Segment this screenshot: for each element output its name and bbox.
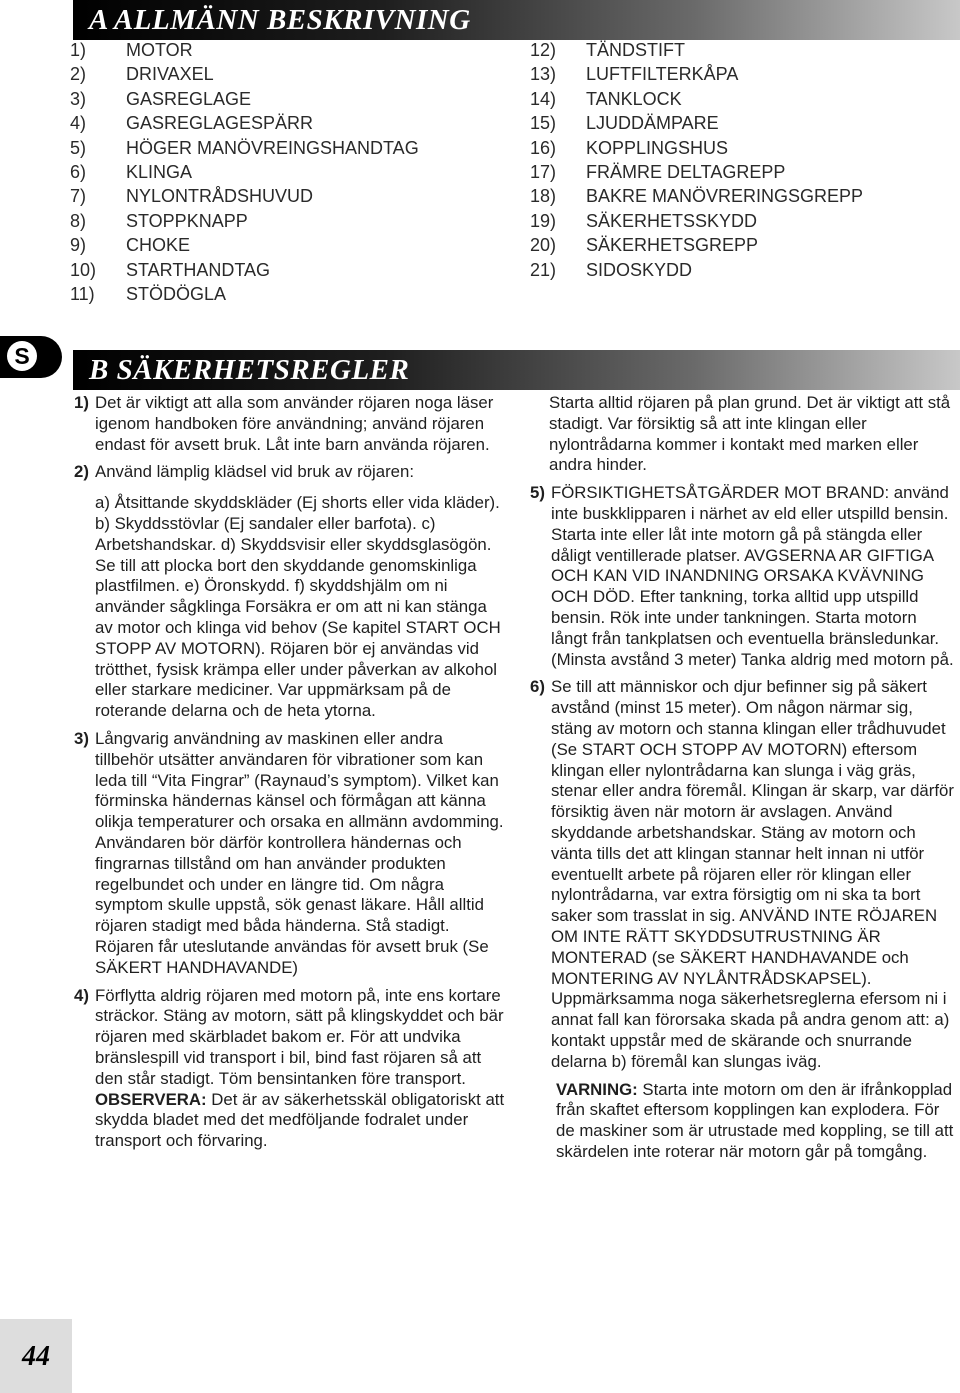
part-label: GASREGLAGESPÄRR	[126, 113, 314, 134]
warning-label: VARNING:	[556, 1079, 638, 1099]
part-list-item	[70, 209, 419, 233]
part-number: 3)	[70, 88, 87, 109]
part-label: TANKLOCK	[586, 88, 682, 109]
part-number: 16)	[530, 137, 557, 158]
part-label: STARTHANDTAG	[126, 259, 271, 280]
part-number: 12)	[530, 40, 557, 60]
rule-6	[530, 677, 956, 1072]
part-label: SÄKERHETSSKYDD	[586, 210, 758, 231]
part-label: TÄNDSTIFT	[586, 40, 685, 60]
part-list-item	[530, 111, 863, 135]
rule-number: 5)	[530, 483, 545, 503]
part-label: STÖDÖGLA	[126, 283, 227, 304]
rule-4	[74, 986, 506, 1152]
part-number: 2)	[70, 64, 87, 85]
page-number-box	[0, 1319, 72, 1393]
rule-body: a) Åtsittande skyddskläder (Ej shorts eller vida kläder). b) Skyddsstövlar (Ej sandaler eller barfota). c) Arbetshandskar. d) Skyddsvisir eller skyddsglasögön. Se till att plocka bort den skyddande genomskinliga plastfilmen. e) Öronskydd. f) skyddshjälm om ni använder sågklinga Forsäkra er om att ni kan stänga av motor och klinga vid behov (Se kapitel START OCH STOPP AV MOTORN). Röjaren bör ej användas vid trötthet, fysisk krämpa eller under påverkan av alkohol eller starkare mediciner. Var uppmärksam på de roterande delarna och de heta ytorna.	[95, 493, 501, 721]
part-number: 15)	[530, 113, 557, 134]
part-label: SIDOSKYDD	[586, 259, 693, 280]
right-intro-paragraph: Starta alltid röjaren på plan grund. Det är viktigt att stå stadigt. Var försiktig så att inte klingan eller nylontrådarna kommer i kontakt med marken eller andra hinder.	[549, 393, 951, 475]
part-label: SÄKERHETSGREPP	[586, 235, 759, 256]
part-list-item	[530, 258, 863, 282]
part-label: CHOKE	[126, 235, 191, 256]
rule-text: Förflytta aldrig röjaren med motorn på, inte ens kortare sträckor. Stäng av motorn, sätt på klingskyddet och bär röjaren med skärbladet bakom er. För att undvika bränslespill vid transport i bil, bind fast röjaren så att den står stadigt. Töm bensintanken före transport.	[95, 985, 504, 1088]
part-number: 13)	[530, 64, 557, 85]
section-a-title: A ALLMÄNN BESKRIVNING	[89, 4, 471, 36]
part-label: LJUDDÄMPARE	[586, 113, 719, 134]
rule-2	[74, 462, 506, 722]
part-list-item	[530, 184, 863, 208]
rule-text: FÖRSIKTIGHETSÅTGÄRDER MOT BRAND: använd inte buskklipparen i närhet av eld eller utspilld bensin. Starta inte eller låt inte motorn gå på stängda eller dåligt ventillerade platser. AVGSERNA AR GIFTIGA OCH KAN VID INANDNING ORSAKA KVÄVNING OCH DÖD. Efter tankning, torka alltid upp utspilld bensin. Rök inte under tankningen. Starta motorn långt från tankplatsen och eventuella bränsledunkar. (Minsta avstånd 3 meter) Tanka aldrig med motorn på.	[551, 483, 954, 669]
part-number: 11)	[70, 283, 95, 304]
part-list-item	[70, 233, 419, 257]
part-number: 7)	[70, 186, 87, 207]
part-number: 10)	[70, 259, 97, 280]
part-number: 4)	[70, 113, 87, 134]
section-b-header	[73, 350, 960, 390]
observera-text: Det är av säkerhetsskäl obligatoriskt att skydda bladet med det medföljande fodralet under transport och förvaring.	[95, 1089, 505, 1151]
observera-label: OBSERVERA:	[95, 1089, 207, 1109]
part-label: KLINGA	[126, 161, 193, 182]
section-b-title: B SÄKERHETSREGLER	[89, 354, 410, 386]
language-tab	[0, 336, 62, 378]
part-label: MOTOR	[126, 40, 193, 60]
rule-text: Långvarig användning av maskinen eller andra tillbehör utsätter användaren för vibrationer som kan leda till “Vita Fingrar” (Raynaud’s symptom). Vilket kan förminska händernas känsel och förmågan att känna olikja temperaturer och orsaka en allmänn avdomming. Användaren bör därför kontrollera händernas och fingrarnas tillstånd om han använder produkten regelbundet och under en längre tid. Om några symptom skulle uppstå, sök genast läkare. Håll alltid röjaren stadigt med båda händerna. Stå stadigt. Röjaren får uteslutande användas för avsett bruk (Se SÄKERT HANDHAVANDE)	[95, 728, 504, 977]
safety-rules-left-column	[74, 393, 506, 1159]
part-list-item	[530, 62, 863, 86]
rule-intro: Använd lämplig klädsel vid bruk av röjaren:	[95, 462, 415, 482]
part-list-item	[70, 136, 419, 160]
part-list-item	[530, 233, 863, 257]
part-number: 14)	[530, 88, 557, 109]
section-a-header	[73, 0, 960, 40]
part-label: GASREGLAGE	[126, 88, 252, 109]
part-number: 6)	[70, 161, 87, 182]
warning-text: Starta inte motorn om den är ifrånkopplad från skaftet eftersom kopplingen kan explodera. För de maskiner som är utrustade med koppling, se till att skärdelen inte roterar när motorn går på tomgång.	[556, 1079, 954, 1161]
rule-number: 3)	[74, 728, 89, 748]
rule-number: 2)	[74, 462, 89, 482]
part-list-item	[530, 209, 863, 233]
part-list-item	[530, 87, 863, 111]
part-number: 8)	[70, 210, 87, 231]
part-label: DRIVAXEL	[126, 64, 214, 85]
parts-list-left	[70, 38, 419, 306]
part-number: 21)	[530, 259, 557, 280]
part-number: 5)	[70, 137, 87, 158]
part-number: 17)	[530, 161, 557, 182]
part-list-item	[70, 111, 419, 135]
parts-list-right	[530, 38, 863, 282]
part-label: HÖGER MANÖVREINGSHANDTAG	[126, 137, 419, 158]
part-number: 20)	[530, 235, 557, 256]
rule-text: Se till att människor och djur befinner sig på säkert avstånd (minst 15 meter). Om någon närmar sig, stäng av motorn och stanna klingan eller trådhuvudet (Se START OCH STOPP AV MOTORN) eftersom klingan eller nylontrådarna kan slunga i väg gräs, stenar eller andra föremål. Klingan är skarp, var därför försiktig även när motorn är avslagen. Använd skyddande arbetshandskar. Stäng av motorn och vänta tills det att klingan stannar helt innan ni utför eventuellt arbete på röjaren eller rör klingan eller nylontrådarna, var extra försigtig om ni ska ta bort saker som trasslat in sig. ANVÄND INTE RÖJAREN OM INTE RÄTT SKYDDSUTRUSTNING ÄR MONTERAD (se SÄKERT HANDHAVANDE och MONTERING AV NYLÅNTRÅDSKAPSEL). Uppmärksamma noga säkerhetsreglerna efersom ni i annat fall kan förorsaka skada på andra genom att: a) kontakt uppstår med de skärande och snurrande delarna b) föremål kan slungas iväg.	[551, 677, 954, 1071]
part-list-item	[70, 282, 419, 306]
rule-1	[74, 393, 506, 455]
safety-rules-right-column	[530, 393, 956, 1163]
language-tab-label: S	[7, 341, 37, 371]
rule-text: Det är viktigt att alla som använder röjaren noga läser igenom handboken före användning; använd röjaren endast för avsett bruk. Låt inte barn använda röjaren.	[95, 393, 494, 454]
part-number: 19)	[530, 210, 557, 231]
part-number: 1)	[70, 40, 87, 60]
part-label: BAKRE MANÖVRERINGSGREPP	[586, 186, 864, 207]
rule-number: 4)	[74, 985, 89, 1005]
part-list-item	[70, 62, 419, 86]
part-list-item	[70, 258, 419, 282]
rule-3	[74, 729, 506, 979]
rule-number: 1)	[74, 393, 89, 412]
part-list-item	[70, 38, 419, 62]
part-label: FRÄMRE DELTAGREPP	[586, 161, 786, 182]
part-number: 18)	[530, 186, 557, 207]
rule-5	[530, 483, 956, 670]
part-label: NYLONTRÅDSHUVUD	[126, 186, 314, 207]
part-label: LUFTFILTERKÅPA	[586, 64, 739, 85]
part-list-item	[530, 160, 863, 184]
part-number: 9)	[70, 235, 87, 256]
part-label: STOPPKNAPP	[126, 210, 248, 231]
warning-paragraph	[556, 1080, 956, 1163]
part-label: KOPPLINGSHUS	[586, 137, 729, 158]
page-number: 44	[22, 1341, 50, 1372]
part-list-item	[530, 38, 863, 62]
part-list-item	[70, 160, 419, 184]
part-list-item	[70, 184, 419, 208]
part-list-item	[530, 136, 863, 160]
part-list-item	[70, 87, 419, 111]
rule-number: 6)	[530, 677, 545, 697]
